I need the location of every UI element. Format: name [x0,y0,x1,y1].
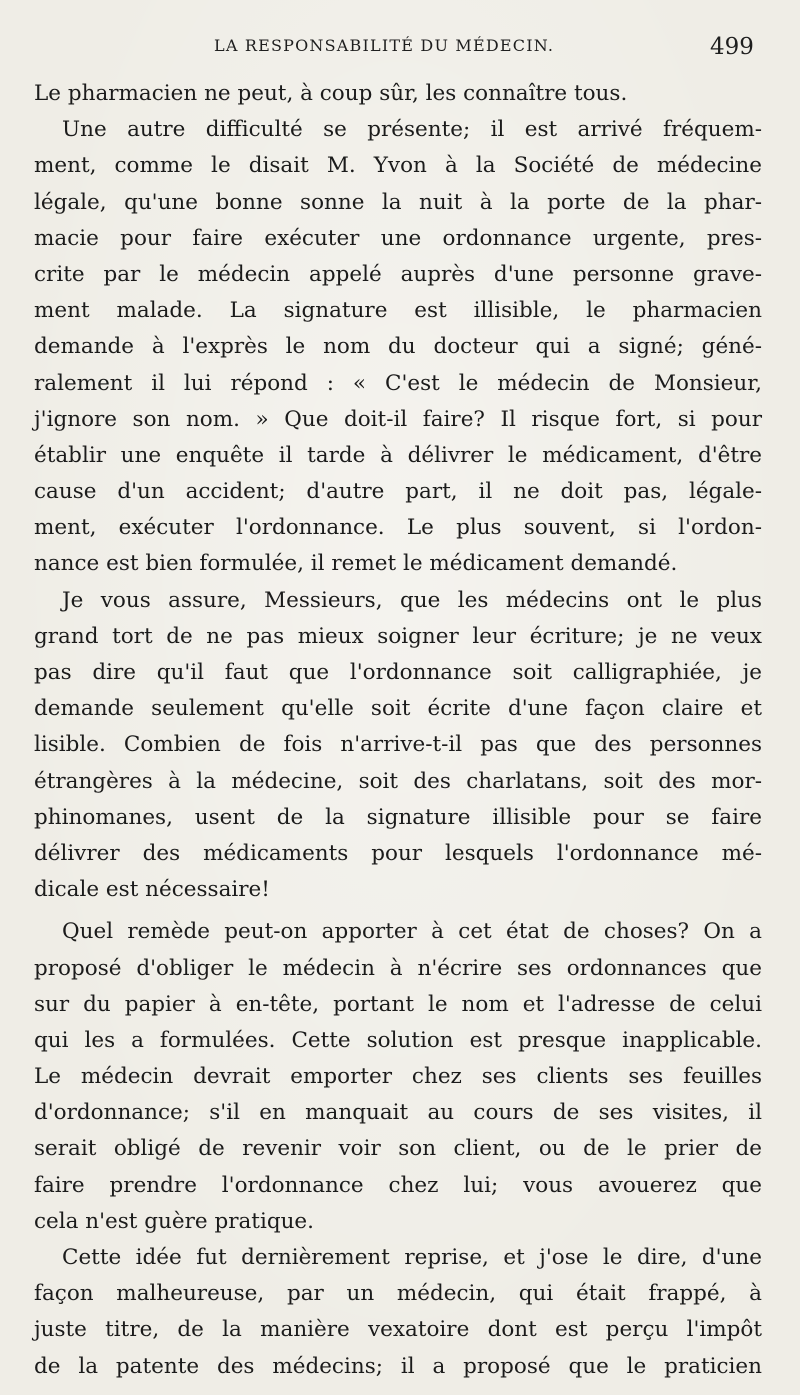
text-line: demande seulement qu'elle soit écrite d'une façon claire et [34,696,762,722]
text-line: juste titre, de la manière vexatoire dont est perçu l'impôt [34,1317,762,1343]
text-line: phinomanes, usent de la signature illisible pour se faire [34,804,762,830]
text-line: nance est bien formulée, il remet le médicament demandé. [34,551,678,577]
text-line: cause d'un accident; d'autre part, il ne doit pas, légale- [34,479,762,505]
text-line: crite par le médecin appelé auprès d'une personne grave- [34,261,762,287]
text-line: Quel remède peut-on apporter à cet état de choses? On a [62,919,762,945]
text-line: Le pharmacien ne peut, à coup sûr, les connaître tous. [34,81,628,106]
page-header [0,34,800,64]
text-line: Cette idée fut dernièrement reprise, et j'ose le dire, d'une [62,1245,762,1270]
text-line: dicale est nécessaire! [34,877,270,903]
page-number: 499 [710,34,754,60]
text-line: ment, exécuter l'ordonnance. Le plus souvent, si l'ordon- [34,515,762,541]
text-line: établir une enquête il tarde à délivrer le médicament, d'être [34,442,762,468]
text-line: d'ordonnance; s'il en manquait au cours de ses visites, il [34,1100,762,1126]
text-line: délivrer des médicaments pour lesquels l'ordonnance mé- [34,840,762,866]
text-line: Le médecin devrait emporter chez ses clients ses feuilles [34,1064,762,1090]
text-line: cela n'est guère pratique. [34,1208,314,1234]
text-line: étrangères à la médecine, soit des charlatans, soit des mor- [34,768,762,794]
text-line: pas dire qu'il faut que l'ordonnance soit calligraphiée, je [34,660,762,685]
text-line: ment malade. La signature est illisible, le pharmacien [34,298,762,324]
text-line: légale, qu'une bonne sonne la nuit à la porte de la phar- [34,189,762,215]
text-line: proposé d'obliger le médecin à n'écrire ses ordonnances que [34,955,762,981]
text-line: façon malheureuse, par un médecin, qui était frappé, à [34,1281,762,1307]
text-line: macie pour faire exécuter une ordonnance urgente, pres- [34,225,762,251]
text-line: ment, comme le disait M. Yvon à la Société de médecine [34,153,762,179]
text-line: sur du papier à en-tête, portant le nom et l'adresse de celui [34,991,762,1017]
body-text [34,76,762,1385]
text-line: qui les a formulées. Cette solution est presque inapplicable. [34,1027,762,1053]
text-line: faire prendre l'ordonnance chez lui; vous avouerez que [34,1172,762,1198]
text-line: de la patente des médecins; il a proposé que le praticien [34,1353,762,1379]
running-title: LA RESPONSABILITÉ DU MÉDECIN. [214,36,555,55]
text-line: grand tort de ne pas mieux soigner leur écriture; je ne veux [34,623,762,649]
text-line: j'ignore son nom. » Que doit-il faire? Il risque fort, si pour [34,406,762,432]
text-line: serait obligé de revenir voir son client, ou de le prier de [34,1136,762,1162]
text-line: Une autre difficulté se présente; il est arrivé fréquem- [62,117,762,143]
text-line: Je vous assure, Messieurs, que les médecins ont le plus [62,587,762,613]
text-line: lisible. Combien de fois n'arrive-t-il pas que des personnes [34,732,762,758]
text-line: ralement il lui répond : « C'est le médecin de Monsieur, [34,370,762,396]
text-line: demande à l'exprès le nom du docteur qui a signé; géné- [34,334,762,360]
